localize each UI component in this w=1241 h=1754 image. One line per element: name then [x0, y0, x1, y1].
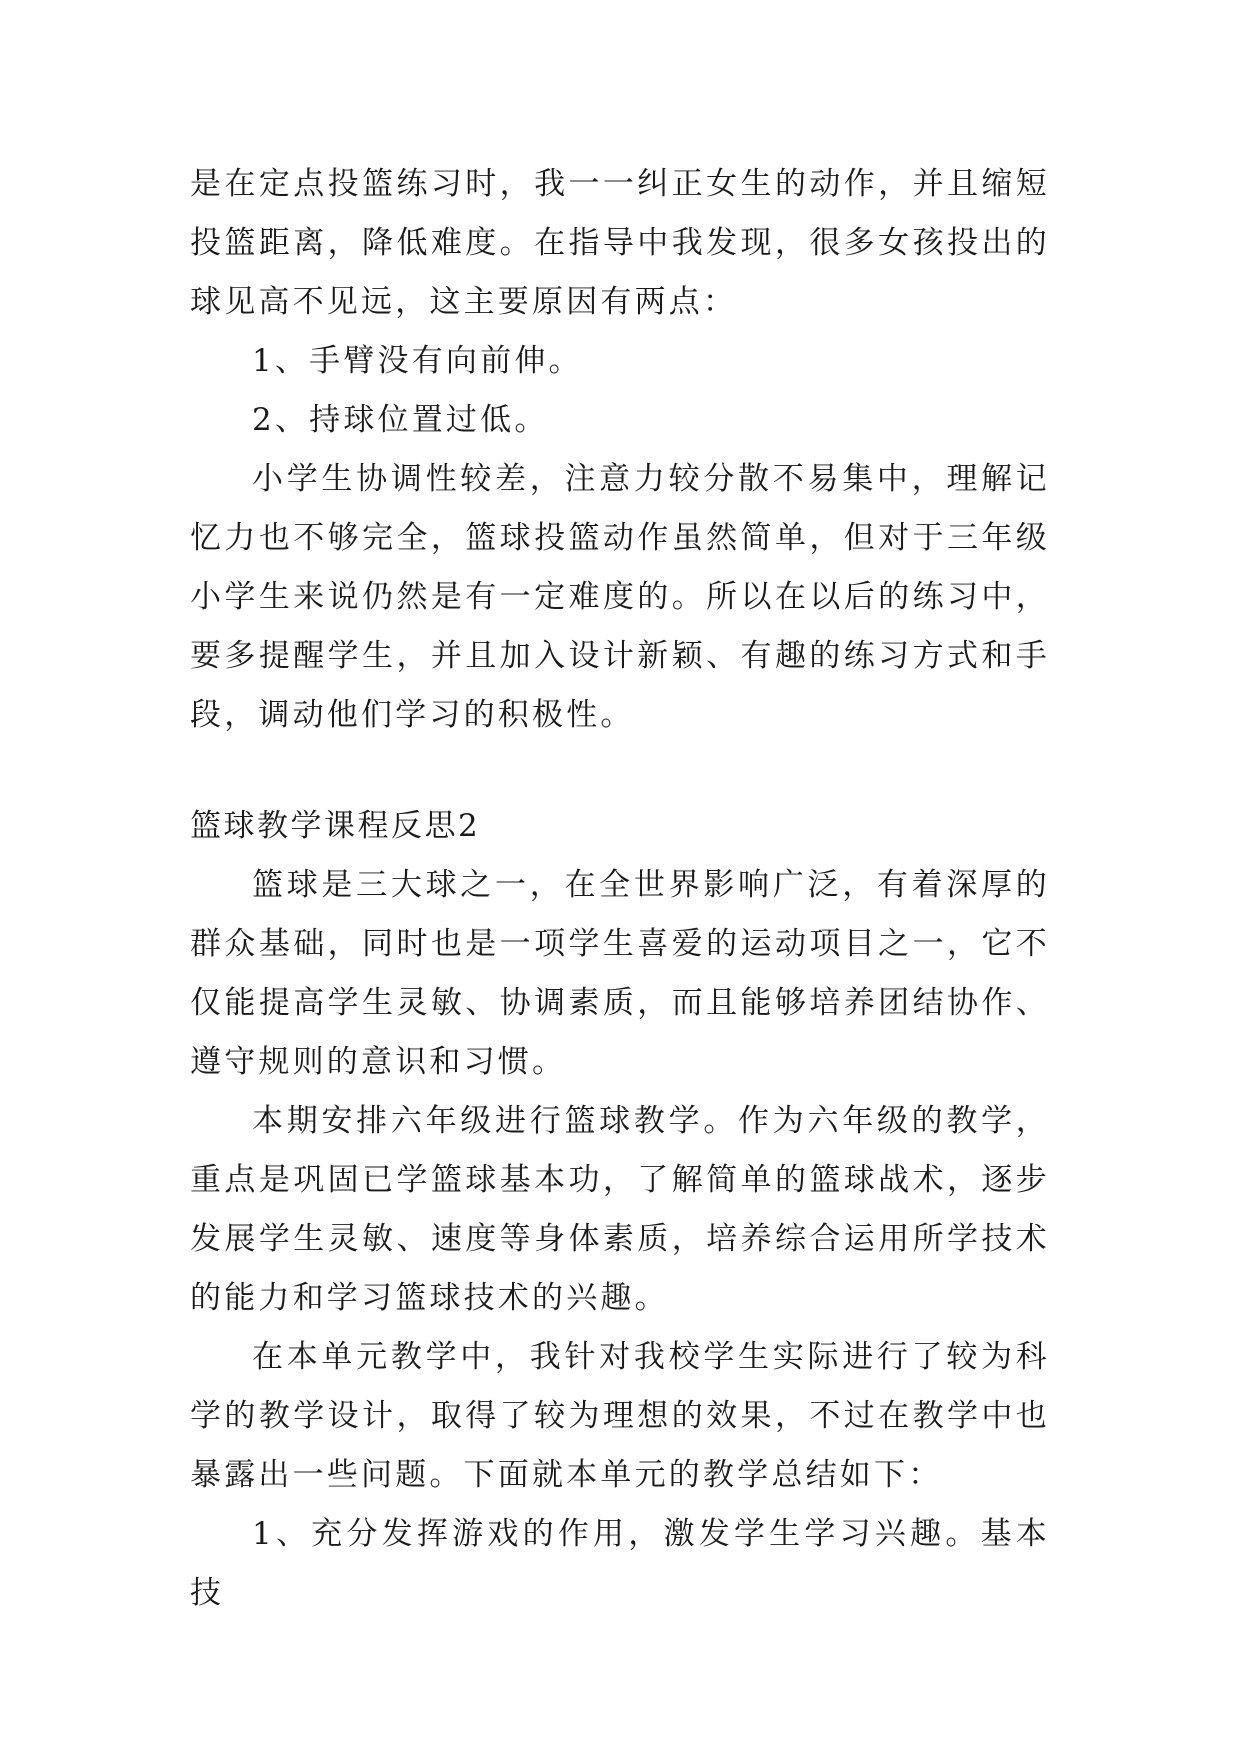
- paragraph-continuation: 是在定点投篮练习时，我一一纠正女生的动作，并且缩短投篮距离，降低难度。在指导中我发现，很多女孩投出的球见高不见远，这主要原因有两点：: [190, 166, 1050, 320]
- document-body: [190, 155, 1050, 1623]
- paragraph-reflection: 小学生协调性较差，注意力较分散不易集中，理解记忆力也不够完全，篮球投篮动作虽然简单，但对于三年级小学生来说仍然是有一定难度的。所以在以后的练习中，要多提醒学生，并且加入设计新颖、有趣的练习方式和手段，调动他们学习的积极性。: [190, 461, 1050, 733]
- paragraph-plan: 本期安排六年级进行篮球教学。作为六年级的教学，重点是巩固已学篮球基本功，了解简单的篮球战术，逐步发展学生灵敏、速度等身体素质，培养综合运用所学技术的能力和学习篮球技术的兴趣。: [190, 1103, 1050, 1316]
- section-title: 篮球教学课程反思2: [190, 808, 481, 844]
- list-item-1: 1、手臂没有向前伸。: [252, 343, 583, 379]
- paragraph-intro: 篮球是三大球之一，在全世界影响广泛，有着深厚的群众基础，同时也是一项学生喜爱的运动项目之一，它不仅能提高学生灵敏、协调素质，而且能够培养团结协作、遵守规则的意识和习惯。: [190, 867, 1050, 1080]
- list-item-2: 2、持球位置过低。: [252, 402, 549, 438]
- list-item-point-1: 1、充分发挥游戏的作用，激发学生学习兴趣。基本技: [190, 1516, 1050, 1611]
- paragraph-summary: 在本单元教学中，我针对我校学生实际进行了较为科学的教学设计，取得了较为理想的效果，不过在教学中也暴露出一些问题。下面就本单元的教学总结如下：: [190, 1339, 1050, 1493]
